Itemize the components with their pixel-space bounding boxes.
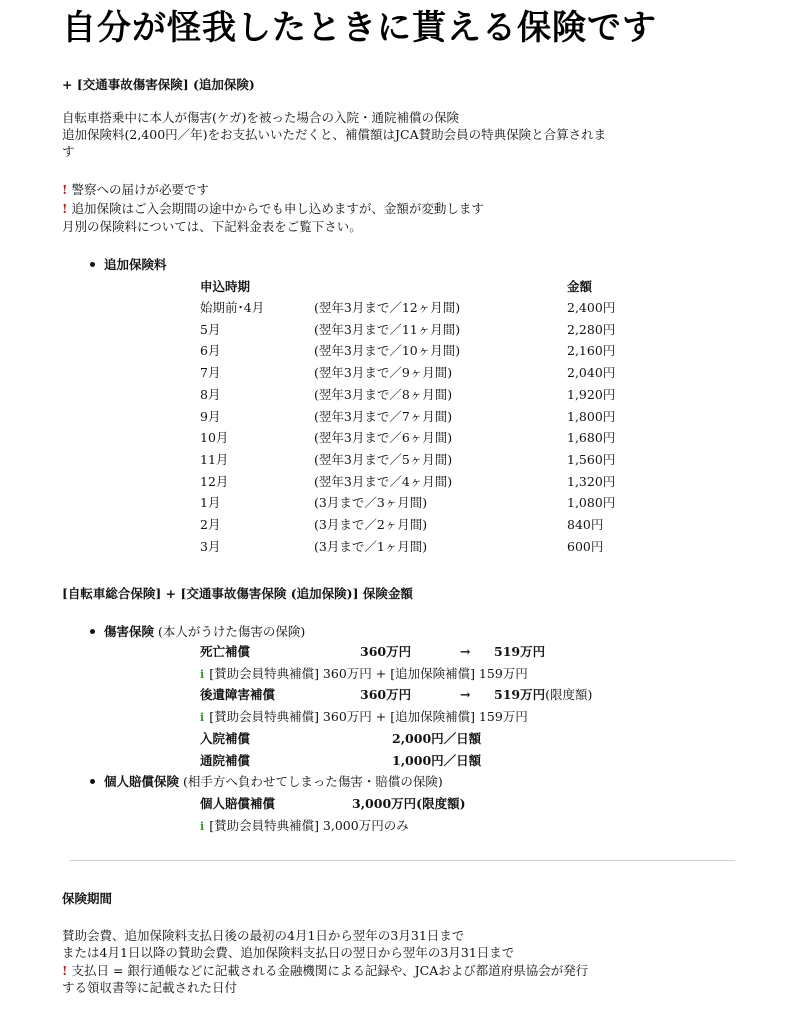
warning-icon: !	[62, 201, 68, 216]
liability-heading	[90, 773, 443, 790]
info-icon: i	[200, 668, 205, 681]
page-headline: 自分が怪我したときに貰える保険です	[62, 8, 657, 48]
period-title: 保険期間	[62, 891, 113, 906]
fee-amount: 2,160円	[567, 343, 616, 359]
period-line2: または4月1日以降の賛助会費、追加保険料支払日の翌日から翌年の3月31日まで	[62, 945, 515, 960]
fee-table-heading	[90, 256, 167, 273]
fee-term: (翌年3月まで／7ヶ月間)	[314, 408, 453, 424]
period-warning-text: 支払日 = 銀行通帳などに記載される金融機関による記録や、JCAおよび都道府県協会が発行	[71, 963, 589, 978]
fee-month: 12月	[200, 473, 229, 489]
fee-month: 7月	[200, 365, 221, 381]
fee-month: 始期前･4月	[200, 300, 265, 315]
fee-amount: 840円	[567, 517, 604, 532]
bullet-icon	[90, 262, 95, 267]
hospital-label: 入院補償	[200, 731, 251, 746]
liability-suffix: (限度額)	[416, 796, 466, 811]
fee-amount: 1,920円	[567, 386, 616, 402]
warning-icon: !	[62, 963, 68, 978]
bullet-icon	[90, 629, 95, 634]
bullet-icon	[90, 779, 95, 784]
death-label: 死亡補償	[200, 644, 251, 659]
period-warning-cont: する領収書等に記載された日付	[62, 980, 238, 995]
warning-police	[62, 181, 209, 198]
fee-month: 10月	[200, 430, 229, 446]
warning-icon: !	[62, 182, 68, 197]
fee-amount: 600円	[567, 538, 604, 554]
section1-desc3: す	[62, 144, 75, 159]
fee-table-heading-text: 追加保険料	[104, 257, 167, 272]
fee-amount: 2,400円	[567, 300, 616, 315]
outpatient-value: 1,000円／日額	[392, 753, 482, 768]
arrow-icon: →	[460, 687, 471, 702]
death-note-text: [賛助会員特典補償] 360万円 + [追加保険補償] 159万円	[209, 666, 528, 681]
liability-note-text: [賛助会員特典補償] 3,000万円のみ	[209, 818, 409, 833]
fee-term: (翌年3月まで／4ヶ月間)	[314, 473, 453, 489]
fee-month: 8月	[200, 386, 221, 402]
liability-sub: (相手方へ負わせてしまった傷害・賠償の保険)	[183, 774, 443, 789]
liability-label: 個人賠償補償	[200, 796, 276, 811]
fee-amount: 1,320円	[567, 473, 616, 489]
fee-term: (3月まで／1ヶ月間)	[314, 538, 428, 554]
fee-month: 3月	[200, 538, 221, 554]
info-icon: i	[200, 711, 205, 724]
injury-sub: (本人がうけた傷害の保険)	[158, 624, 306, 639]
fee-term: (翌年3月まで／12ヶ月間)	[314, 300, 461, 315]
liability-note	[200, 817, 409, 836]
fee-month: 11月	[200, 451, 229, 467]
injury-heading-text: 傷害保険	[104, 624, 155, 639]
period-line1: 賛助会費、追加保険料支払日後の最初の4月1日から翌年の3月31日まで	[62, 928, 465, 943]
disability-suffix: (限度額)	[545, 687, 593, 702]
period-warning	[62, 962, 588, 979]
section1-desc1: 自転車搭乗中に本人が傷害(ケガ)を被った場合の入院・通院補償の保険	[62, 110, 460, 125]
section2-title: [自転車総合保険] + [交通事故傷害保険 (追加保険)] 保険金額	[62, 586, 413, 601]
fee-month: 2月	[200, 517, 221, 532]
document-body	[62, 66, 742, 1006]
disability-label: 後遺障害補償	[200, 687, 276, 702]
fee-amount: 2,280円	[567, 321, 616, 337]
fee-term: (翌年3月まで／10ヶ月間)	[314, 343, 461, 359]
fee-amount: 1,560円	[567, 451, 616, 467]
liability-value: 3,000万円	[352, 796, 417, 811]
fee-month: 9月	[200, 408, 221, 424]
death-note	[200, 665, 528, 684]
disability-base: 360万円	[360, 687, 412, 702]
fee-term: (翌年3月まで／11ヶ月間)	[314, 321, 461, 337]
fee-amount: 2,040円	[567, 365, 616, 381]
warning-midterm	[62, 200, 484, 217]
death-base: 360万円	[360, 644, 412, 659]
info-icon: i	[200, 820, 205, 833]
liability-heading-text: 個人賠償保険	[104, 774, 180, 789]
fee-amount: 1,800円	[567, 408, 616, 424]
disability-note-text: [賛助会員特典補償] 360万円 + [追加保険補償] 159万円	[209, 709, 528, 724]
disability-total: 519万円	[494, 687, 546, 702]
fee-term: (翌年3月まで／6ヶ月間)	[314, 430, 453, 446]
fee-amount: 1,680円	[567, 430, 616, 446]
fee-month: 5月	[200, 321, 221, 337]
injury-heading	[90, 623, 305, 640]
disability-note	[200, 708, 528, 727]
col-amount: 金額	[567, 279, 593, 294]
fee-amount: 1,080円	[567, 495, 616, 511]
warning-police-text: 警察への届けが必要です	[71, 182, 210, 197]
warning-midterm-text: 追加保険はご入会期間の途中からでも申し込めますが、金額が変動します	[71, 201, 484, 216]
arrow-icon: →	[460, 644, 471, 659]
divider	[70, 860, 735, 861]
fee-term: (翌年3月まで／9ヶ月間)	[314, 365, 453, 381]
fee-term: (翌年3月まで／5ヶ月間)	[314, 451, 453, 467]
outpatient-label: 通院補償	[200, 753, 251, 768]
fee-month: 6月	[200, 343, 221, 359]
fee-note: 月別の保険料については、下記料金表をご覧下さい。	[62, 219, 362, 234]
fee-term: (翌年3月まで／8ヶ月間)	[314, 386, 453, 402]
col-period: 申込時期	[200, 279, 251, 294]
section1-title: + [交通事故傷害保険] (追加保険)	[62, 77, 255, 92]
hospital-value: 2,000円／日額	[392, 731, 482, 746]
section1-desc2: 追加保険料(2,400円／年)をお支払いいただくと、補償額はJCA賛助会員の特典保険と合算されま	[62, 127, 607, 142]
fee-term: (3月まで／3ヶ月間)	[314, 495, 428, 511]
fee-term: (3月まで／2ヶ月間)	[314, 517, 428, 532]
fee-month: 1月	[200, 495, 221, 511]
death-total: 519万円	[494, 644, 546, 659]
